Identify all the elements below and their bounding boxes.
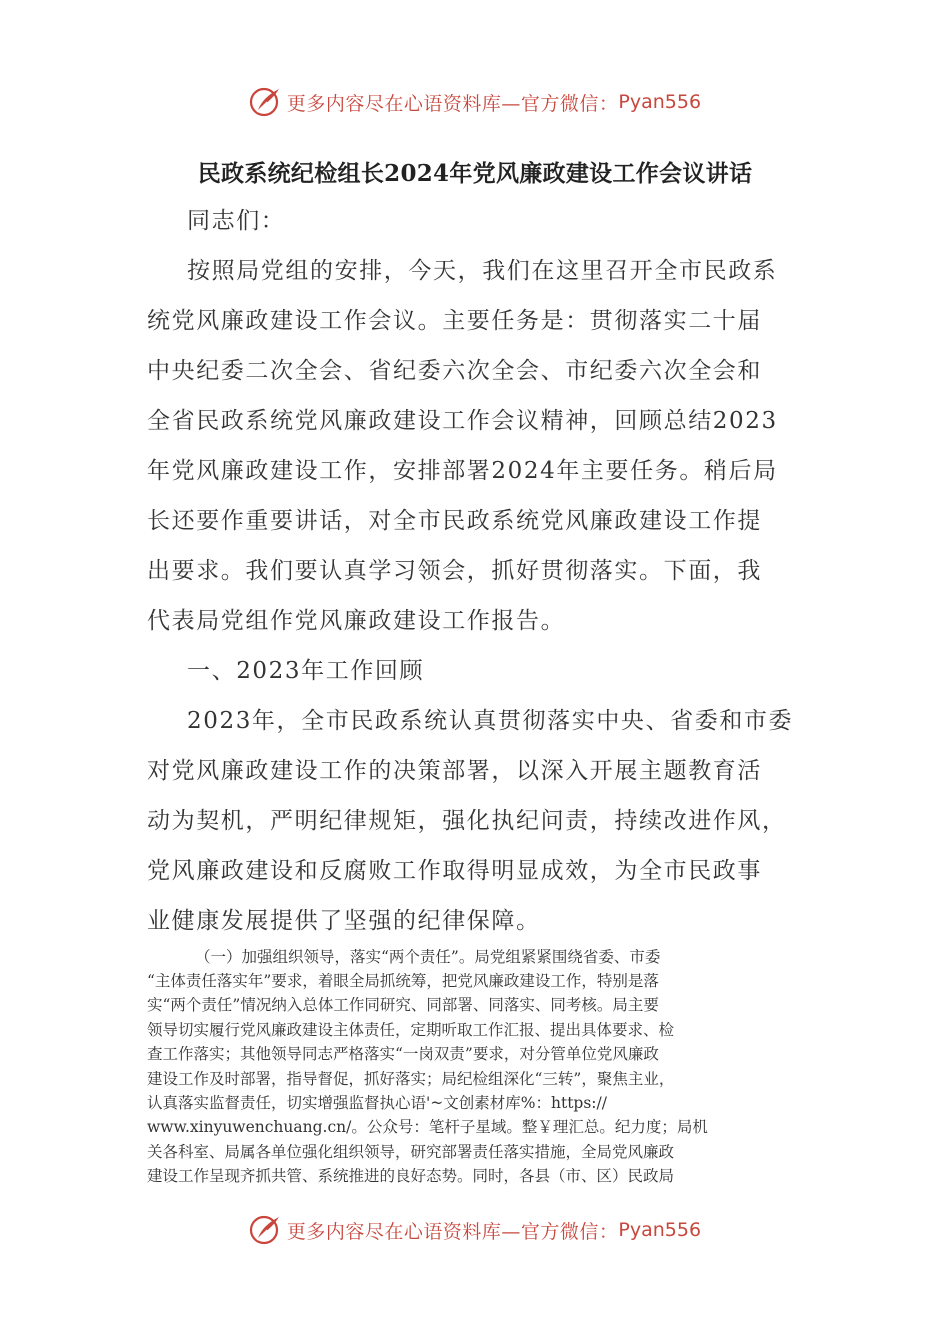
paragraph-line: www.xinyuwenchuang.cn/。公众号：笔杆子星域。整￥理汇总。纪力度；局机 — [147, 1118, 708, 1136]
feather-pen-icon — [249, 85, 283, 119]
document-title: 民政系统纪检组长2024年党风廉政建设工作会议讲话 — [197, 160, 753, 187]
watermark-text: 更多内容尽在心语资料库—官方微信： — [286, 92, 619, 115]
paragraph-line: 领导切实履行党风廉政建设主体责任，定期听取工作汇报、提出具体要求、检 — [147, 1021, 675, 1039]
watermark-banner-top — [0, 82, 950, 122]
paragraph-line: 按照局党组的安排，今天，我们在这里召开全市民政系 — [187, 258, 778, 284]
paragraph-line: 动为契机，严明纪律规矩，强化执纪问责，持续改进作风， — [147, 808, 787, 834]
watermark-text: 更多内容尽在心语资料库—官方微信： — [286, 1220, 619, 1243]
paragraph-line: 对党风廉政建设工作的决策部署，以深入开展主题教育活 — [147, 758, 762, 784]
watermark-banner-bottom — [0, 1210, 950, 1250]
paragraph-line: 党风廉政建设和反腐败工作取得明显成效，为全市民政事 — [147, 858, 762, 884]
paragraph-line: 出要求。我们要认真学习领会，抓好贯彻落实。下面，我 — [147, 558, 762, 584]
feather-pen-icon — [249, 1213, 283, 1247]
paragraph-line: “主体责任落实年”要求，着眼全局抓统筹，把党风廉政建设工作，特别是落 — [147, 972, 659, 990]
paragraph-line: 查工作落实；其他领导同志严格落实“一岗双责”要求，对分管单位党风廉政 — [147, 1045, 659, 1063]
paragraph-line: 关各科室、局属各单位强化组织领导，研究部署责任落实措施，全局党风廉政 — [147, 1143, 675, 1161]
paragraph-line: 中央纪委二次全会、省纪委六次全会、市纪委六次全会和 — [147, 358, 762, 384]
paragraph-line: 长还要作重要讲话，对全市民政系统党风廉政建设工作提 — [147, 508, 762, 534]
paragraph-line: 全省民政系统党风廉政建设工作会议精神，回顾总结2023 — [147, 408, 778, 434]
paragraph-line: （一）加强组织领导，落实“两个责任”。局党组紧紧围绕省委、市委 — [195, 948, 661, 966]
paragraph-line: 业健康发展提供了坚强的纪律保障。 — [147, 908, 541, 934]
paragraph-line: 建设工作及时部署，指导督促，抓好落实；局纪检组深化“三转”，聚焦主业， — [147, 1070, 675, 1088]
paragraph-line: 认真落实监督责任，切实增强监督执心语'~文创素材库%：https:// — [147, 1094, 607, 1112]
paragraph-line: 统党风廉政建设工作会议。主要任务是：贯彻落实二十届 — [147, 308, 762, 334]
paragraph-line: 2023年，全市民政系统认真贯彻落实中央、省委和市委 — [187, 708, 794, 734]
paragraph-line: 年党风廉政建设工作，安排部署2024年主要任务。稍后局 — [147, 458, 778, 484]
section-heading: 一、2023年工作回顾 — [187, 658, 425, 684]
paragraph-line: 代表局党组作党风廉政建设工作报告。 — [147, 608, 566, 634]
paragraph-line: 实“两个责任”情况纳入总体工作同研究、同部署、同落实、同考核。局主要 — [147, 996, 659, 1014]
watermark-code: Pyan556 — [618, 1219, 702, 1241]
paragraph-line: 建设工作呈现齐抓共管、系统推进的良好态势。同时，各县（市、区）民政局 — [147, 1167, 675, 1185]
watermark-code: Pyan556 — [618, 91, 702, 113]
salutation: 同志们： — [187, 208, 286, 234]
